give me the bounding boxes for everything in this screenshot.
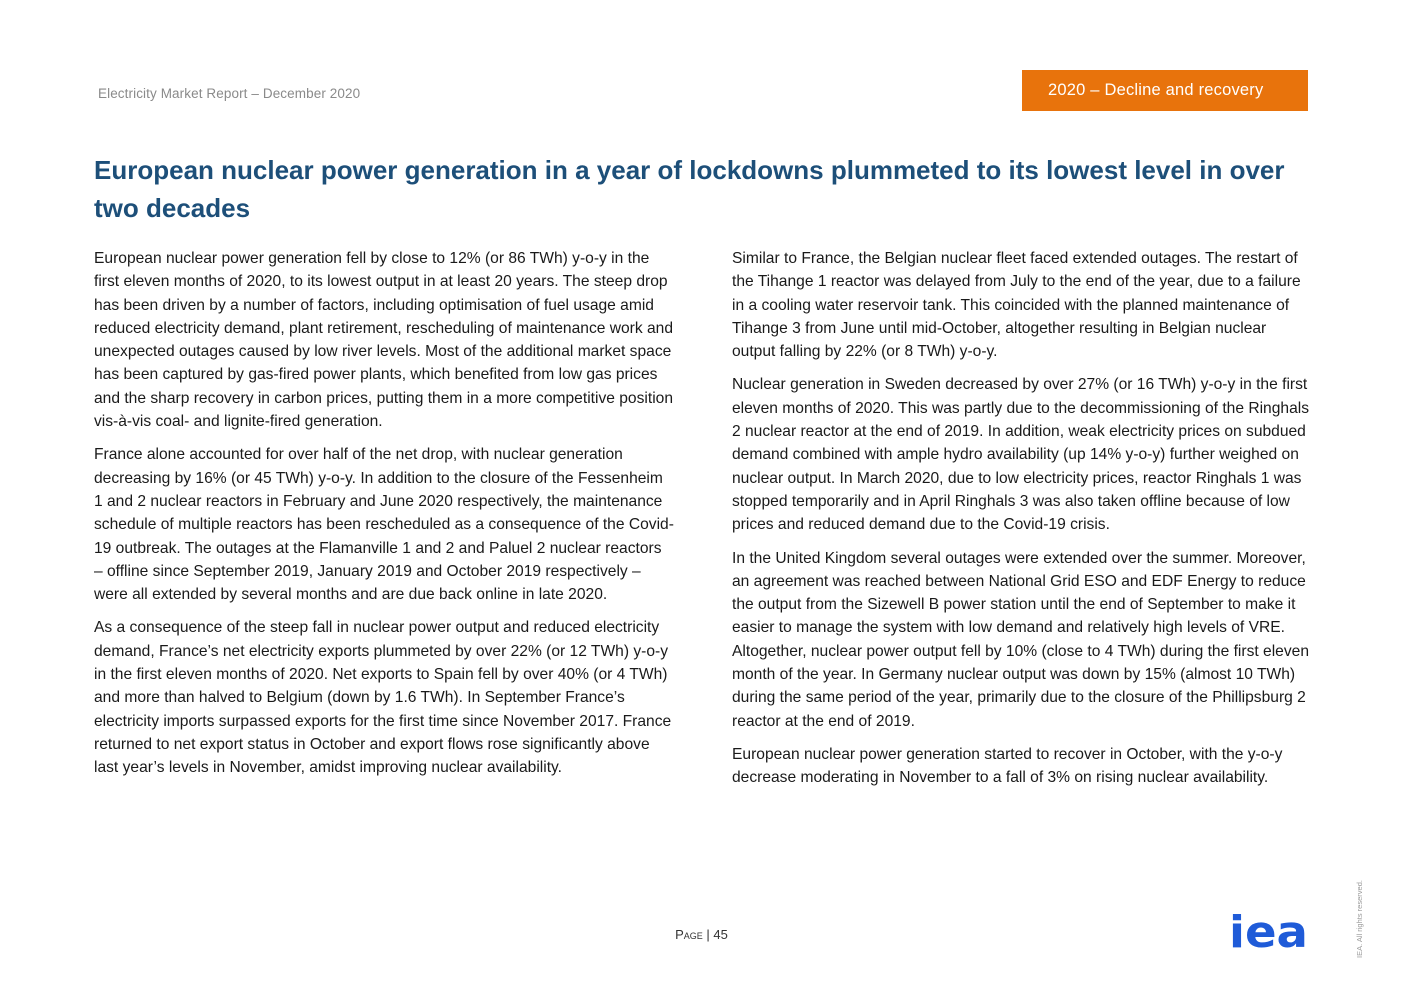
report-label: Electricity Market Report – December 2020 xyxy=(98,86,361,101)
paragraph: European nuclear power generation started to recover in October, with the y-o-y decrease moderating in November to a fall of 3% on rising nuclear availability. xyxy=(732,745,1283,787)
iea-logo xyxy=(1229,911,1309,951)
page-title: European nuclear power generation in a year of lockdowns plummeted to its lowest level in over two decades xyxy=(94,155,1285,223)
paragraph: Nuclear generation in Sweden decreased by over 27% (or 16 TWh) y-o-y in the first eleven months of 2020. This was partly due to the decommissioning of the Ringhals 2 nuclear reactor at the end of 2019. In addition, weak electricity prices on subdued demand combined with ample hydro availability (up 14% y-o-y) further weighed on nuclear output. In March 2020, due to low electricity prices, reactor Ringhals 1 was stopped temporarily and in April Ringhals 3 was also taken offline because of low prices and reduced demand due to the Covid-19 crisis. xyxy=(732,376,1310,534)
right-column xyxy=(732,247,1312,800)
iea-logo-text: iea xyxy=(1229,911,1308,951)
paragraph: France alone accounted for over half of the net drop, with nuclear generation decreasing by 16% (or 45 TWh) y-o-y. In addition to the closure of the Fessenheim 1 and 2 nuclear reactors in February and June 2020 respectively, the maintenance schedule of multiple reactors has been rescheduled as a consequence of the Covid-19 outbreak. The outages at the Flamanville 1 and 2 and Paluel 2 nuclear reactors – offline since September 2019, January 2019 and October 2019 respectively – were all extended by several months and are due back online in late 2020. xyxy=(94,446,674,604)
page-separator: | xyxy=(706,927,710,942)
rights-notice: IEA. All rights reserved. xyxy=(1355,880,1364,958)
paragraph: European nuclear power generation fell by close to 12% (or 86 TWh) y-o-y in the first eleven months of 2020, to its lowest output in at least 20 years. The steep drop has been driven by a number of factors, including optimisation of fuel usage amid reduced electricity demand, plant retirement, rescheduling of maintenance work and unexpected outages caused by low river levels. Most of the additional market space has been captured by gas-fired power plants, which benefited from low gas prices and the sharp recovery in carbon prices, putting them in a more competitive position vis-à-vis coal- and lignite-fired generation. xyxy=(94,250,674,431)
paragraph: Similar to France, the Belgian nuclear fleet faced extended outages. The restart of the Tihange 1 reactor was delayed from July to the end of the year, due to a failure in a cooling water reservoir tank. This coincided with the planned maintenance of Tihange 3 from June until mid-October, altogether resulting in Belgian nuclear output falling by 22% (or 8 TWh) y-o-y. xyxy=(732,250,1301,361)
section-tag: 2020 – Decline and recovery xyxy=(1022,70,1308,111)
page-number-value: 45 xyxy=(713,927,728,942)
paragraph: In the United Kingdom several outages were extended over the summer. Moreover, an agreement was reached between National Grid ESO and EDF Energy to reduce the output from the Sizewell B power station until the end of September to make it easier to manage the system with low demand and relatively high levels of VRE. Altogether, nuclear power output fell by 10% (close to 4 TWh) during the first eleven month of the year. In Germany nuclear output was down by 15% (almost 10 TWh) during the same period of the year, primarily due to the closure of the Phillipsburg 2 reactor at the end of 2019. xyxy=(732,549,1309,730)
paragraph: As a consequence of the steep fall in nuclear power output and reduced electricity demand, France’s net electricity exports plummeted by over 22% (or 12 TWh) y-o-y in the first eleven months of 2020. Net exports to Spain fell by over 40% (or 4 TWh) and more than halved to Belgium (down by 1.6 TWh). In September France’s electricity imports surpassed exports for the first time since November 2017. France returned to net export status in October and export flows rose significantly above last year’s levels in November, amidst improving nuclear availability. xyxy=(94,619,672,777)
page-word: Page xyxy=(675,927,703,942)
page-number xyxy=(0,927,1403,942)
left-column xyxy=(94,247,674,790)
